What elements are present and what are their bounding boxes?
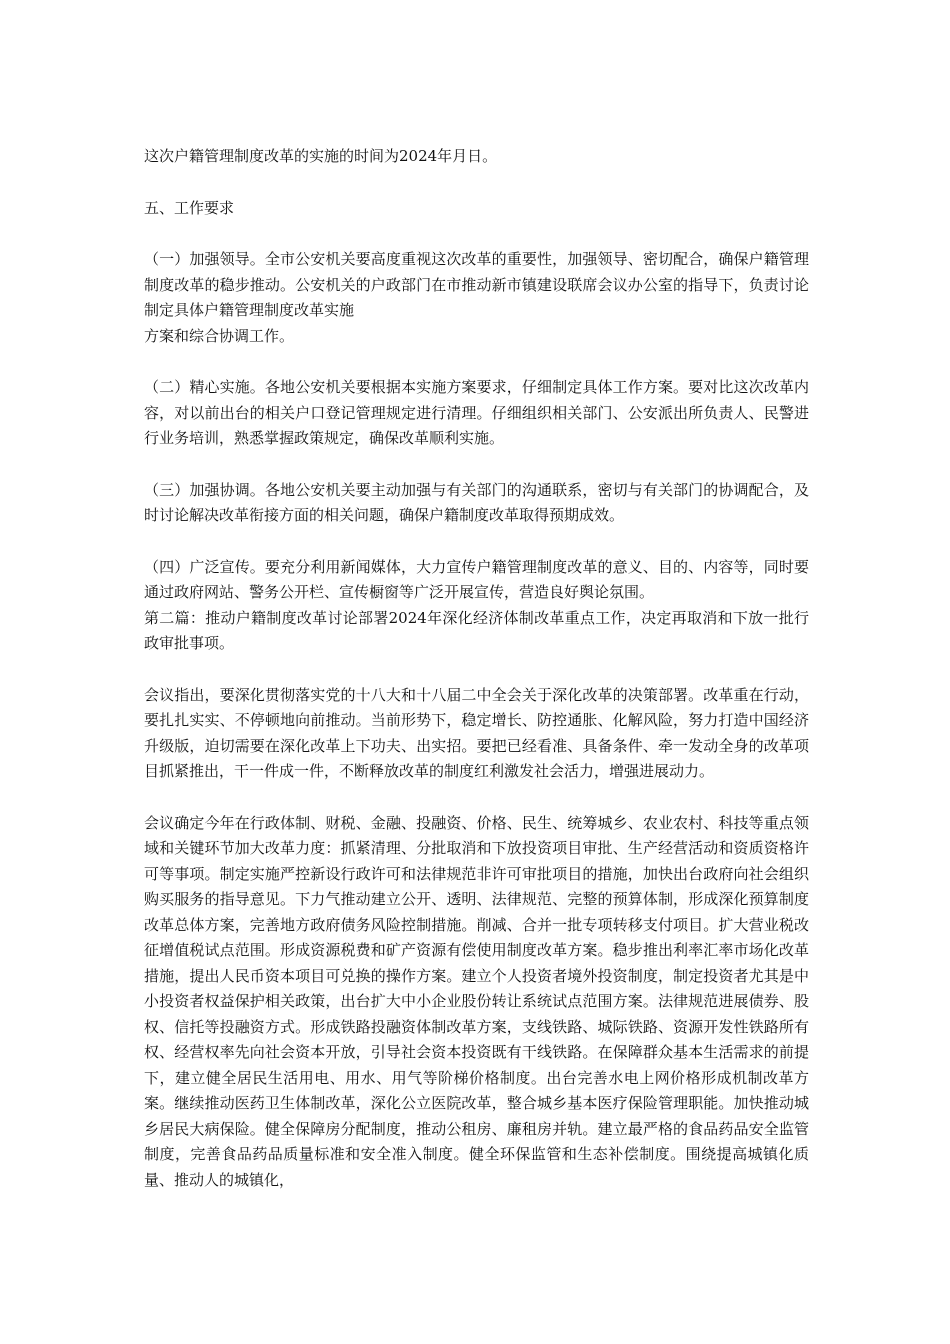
document-page (144, 144, 809, 1211)
paragraph-careful-implementation: （二）精心实施。各地公安机关要根据本实施方案要求，仔细制定具体工作方案。要对比这次改革内容，对以前出台的相关户口登记管理规定进行清理。仔细组织相关部门、公安派出所负责人、民警进行业务培训，熟悉掌握政策规定，确保改革顺利实施。 (144, 378, 809, 447)
paragraph-strengthen-coordination: （三）加强协调。各地公安机关要主动加强与有关部门的沟通联系，密切与有关部门的协调配合，及时讨论解决改革衔接方面的相关问题，确保户籍制度改革取得预期成效。 (144, 480, 809, 524)
paragraph-implementation-date: 这次户籍管理制度改革的实施的时间为2024年月日。 (144, 147, 498, 165)
paragraph-meeting-determined: 会议确定今年在行政体制、财税、金融、投融资、价格、民生、统筹城乡、农业农村、科技等重点领域和关键环节加大改革力度：抓紧清理、分批取消和下放投资项目审批、生产经营活动和资质资格许可等事项。制定实施严控新设行政许可和法律规范非许可审批项目的措施，加快出台政府向社会组织购买服务的指导意见。下力气推动建立公开、透明、法律规范、完整的预算体制，形成深化预算制度改革总体方案，完善地方政府债务风险控制措施。削减、合并一批专项转移支付项目。扩大营业税改征增值税试点范围。形成资源税费和矿产资源有偿使用制度改革方案。稳步推出利率汇率市场化改革措施，提出人民币资本项目可兑换的操作方案。建立个人投资者境外投资制度，制定投资者尤其是中小投资者权益保护相关政策，出台扩大中小企业股份转让系统试点范围方案。法律规范进展债券、股权、信托等投融资方式。形成铁路投融资体制改革方案，支线铁路、城际铁路、资源开发性铁路所有权、经营权率先向社会资本开放，引导社会资本投资既有干线铁路。在保障群众基本生活需求的前提下，建立健全居民生活用电、用水、用气等阶梯价格制度。出台完善水电上网价格形成机制改革方案。继续推动医药卫生体制改革，深化公立医院改革，整合城乡基本医疗保险管理职能。加快推动城乡居民大病保险。健全保障房分配制度，推动公租房、廉租房并轨。建立最严格的食品药品安全监管制度，完善食品药品质量标准和安全准入制度。健全环保监管和生态补偿制度。围绕提高城镇化质量、推动人的城镇化， (144, 813, 809, 1189)
section-heading-work-requirements: 五、工作要求 (144, 198, 235, 217)
paragraph-meeting-pointed-out: 会议指出，要深化贯彻落实党的十八大和十八届二中全会关于深化改革的决策部署。改革重在行动，要扎扎实实、不停顿地向前推动。当前形势下，稳定增长、防控通胀、化解风险，努力打造中国经济升级版，迫切需要在深化改革上下功夫、出实招。要把已经看准、具备条件、牵一发动全身的改革项目抓紧推出，干一件成一件，不断释放改革的制度红利激发社会活力，增强进展动力。 (144, 685, 809, 780)
paragraph-strengthen-leadership: （一）加强领导。全市公安机关要高度重视这次改革的重要性，加强领导、密切配合，确保户籍管理制度改革的稳步推动。公安机关的户政部门在市推动新市镇建设联席会议办公室的指导下，负责讨论制定具体户籍管理制度改革实施 方案和综合协调工作。 (144, 250, 809, 345)
paragraph-broad-publicity: （四）广泛宣传。要充分利用新闻媒体，大力宣传户籍管理制度改革的意义、目的、内容等，同时要通过政府网站、警务公开栏、宣传橱窗等广泛开展宣传，营造良好舆论氛围。 (144, 557, 809, 601)
paragraph-second-article-title: 第二篇：推动户籍制度改革讨论部署2024年深化经济体制改革重点工作，决定再取消和下放一批行政审批事项。 (144, 608, 809, 652)
